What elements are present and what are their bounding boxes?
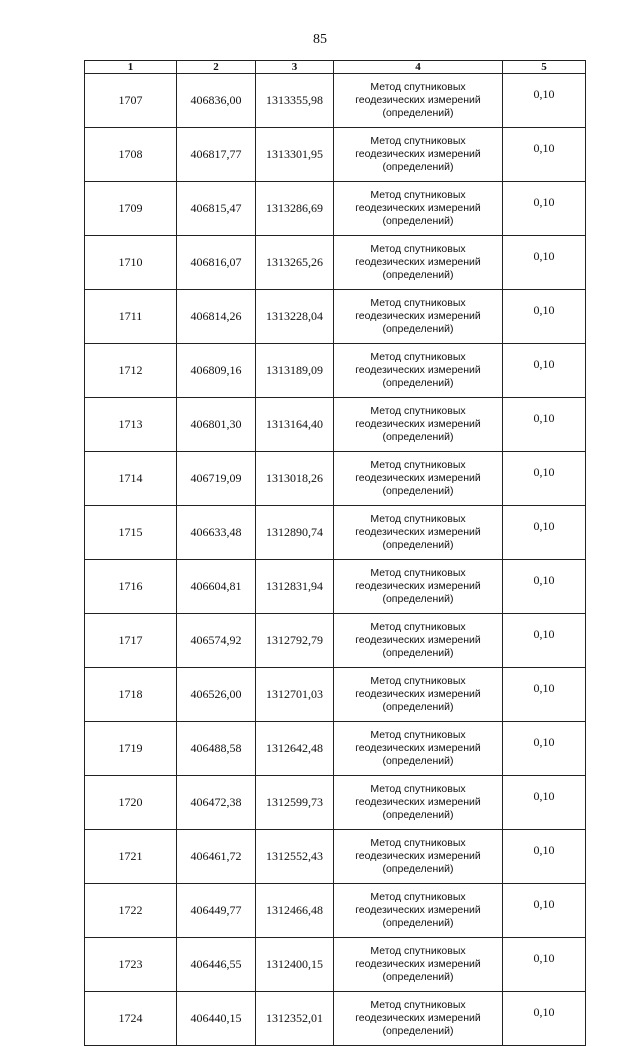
table-row xyxy=(85,668,586,722)
method-line: геодезических измерений xyxy=(355,580,481,592)
table-row xyxy=(85,128,586,182)
page-number: 85 xyxy=(313,32,327,47)
method-cell xyxy=(334,830,503,884)
table-row xyxy=(85,938,586,992)
method-line: геодезических измерений xyxy=(355,310,481,322)
method-line: геодезических измерений xyxy=(355,904,481,916)
method-line: Метод спутниковых xyxy=(370,81,466,93)
table-row xyxy=(85,236,586,290)
x-coordinate-cell: 406814,26 xyxy=(177,290,256,344)
y-coordinate-cell: 1313286,69 xyxy=(256,182,334,236)
table-row xyxy=(85,884,586,938)
x-coordinate-cell: 406472,38 xyxy=(177,776,256,830)
method-line: (определений) xyxy=(382,755,454,767)
y-coordinate-cell: 1312400,15 xyxy=(256,938,334,992)
x-coordinate-cell: 406488,58 xyxy=(177,722,256,776)
point-number-cell: 1720 xyxy=(85,776,177,830)
method-line: (определений) xyxy=(382,647,454,659)
method-line: Метод спутниковых xyxy=(370,999,466,1011)
point-number-cell: 1718 xyxy=(85,668,177,722)
method-line: (определений) xyxy=(382,1025,454,1037)
x-coordinate-cell: 406449,77 xyxy=(177,884,256,938)
table-row xyxy=(85,74,586,128)
method-cell xyxy=(334,128,503,182)
method-line: (определений) xyxy=(382,701,454,713)
accuracy-cell: 0,10 xyxy=(503,776,586,830)
x-coordinate-cell: 406817,77 xyxy=(177,128,256,182)
x-coordinate-cell: 406440,15 xyxy=(177,992,256,1046)
method-line: геодезических измерений xyxy=(355,526,481,538)
method-line: геодезических измерений xyxy=(355,688,481,700)
accuracy-cell: 0,10 xyxy=(503,344,586,398)
table-row xyxy=(85,452,586,506)
method-line: геодезических измерений xyxy=(355,148,481,160)
accuracy-cell: 0,10 xyxy=(503,236,586,290)
table-row xyxy=(85,776,586,830)
y-coordinate-cell: 1313301,95 xyxy=(256,128,334,182)
method-line: Метод спутниковых xyxy=(370,405,466,417)
point-number-cell: 1713 xyxy=(85,398,177,452)
x-coordinate-cell: 406461,72 xyxy=(177,830,256,884)
method-line: Метод спутниковых xyxy=(370,459,466,471)
accuracy-cell: 0,10 xyxy=(503,722,586,776)
accuracy-cell: 0,10 xyxy=(503,452,586,506)
method-line: геодезических измерений xyxy=(355,634,481,646)
method-cell xyxy=(334,722,503,776)
y-coordinate-cell: 1313164,40 xyxy=(256,398,334,452)
method-line: (определений) xyxy=(382,809,454,821)
accuracy-cell: 0,10 xyxy=(503,992,586,1046)
method-line: геодезических измерений xyxy=(355,742,481,754)
method-line: Метод спутниковых xyxy=(370,837,466,849)
y-coordinate-cell: 1313189,09 xyxy=(256,344,334,398)
accuracy-cell: 0,10 xyxy=(503,290,586,344)
method-line: Метод спутниковых xyxy=(370,729,466,741)
accuracy-cell: 0,10 xyxy=(503,398,586,452)
y-coordinate-cell: 1312466,48 xyxy=(256,884,334,938)
method-cell xyxy=(334,506,503,560)
table-body xyxy=(85,74,586,1046)
table-row xyxy=(85,506,586,560)
method-line: (определений) xyxy=(382,539,454,551)
point-number-cell: 1717 xyxy=(85,614,177,668)
accuracy-cell: 0,10 xyxy=(503,128,586,182)
y-coordinate-cell: 1312352,01 xyxy=(256,992,334,1046)
table-row xyxy=(85,722,586,776)
y-coordinate-cell: 1313355,98 xyxy=(256,74,334,128)
method-cell xyxy=(334,992,503,1046)
accuracy-cell: 0,10 xyxy=(503,830,586,884)
point-number-cell: 1724 xyxy=(85,992,177,1046)
method-line: геодезических измерений xyxy=(355,472,481,484)
y-coordinate-cell: 1312552,43 xyxy=(256,830,334,884)
method-cell xyxy=(334,614,503,668)
accuracy-cell: 0,10 xyxy=(503,74,586,128)
table-row xyxy=(85,398,586,452)
method-line: геодезических измерений xyxy=(355,958,481,970)
method-line: геодезических измерений xyxy=(355,94,481,106)
accuracy-cell: 0,10 xyxy=(503,938,586,992)
method-line: геодезических измерений xyxy=(355,796,481,808)
y-coordinate-cell: 1312792,79 xyxy=(256,614,334,668)
point-number-cell: 1719 xyxy=(85,722,177,776)
y-coordinate-cell: 1313265,26 xyxy=(256,236,334,290)
y-coordinate-cell: 1313228,04 xyxy=(256,290,334,344)
x-coordinate-cell: 406526,00 xyxy=(177,668,256,722)
method-line: геодезических измерений xyxy=(355,364,481,376)
method-line: Метод спутниковых xyxy=(370,675,466,687)
table-row xyxy=(85,560,586,614)
x-coordinate-cell: 406836,00 xyxy=(177,74,256,128)
header-cell: 5 xyxy=(503,61,586,74)
method-cell xyxy=(334,344,503,398)
method-line: (определений) xyxy=(382,971,454,983)
point-number-cell: 1722 xyxy=(85,884,177,938)
method-line: (определений) xyxy=(382,431,454,443)
method-cell xyxy=(334,398,503,452)
method-line: Метод спутниковых xyxy=(370,945,466,957)
method-line: Метод спутниковых xyxy=(370,351,466,363)
table-row xyxy=(85,290,586,344)
y-coordinate-cell: 1312599,73 xyxy=(256,776,334,830)
method-cell xyxy=(334,668,503,722)
point-number-cell: 1709 xyxy=(85,182,177,236)
accuracy-cell: 0,10 xyxy=(503,884,586,938)
method-line: Метод спутниковых xyxy=(370,513,466,525)
method-line: геодезических измерений xyxy=(355,418,481,430)
method-line: (определений) xyxy=(382,215,454,227)
method-line: (определений) xyxy=(382,323,454,335)
method-line: (определений) xyxy=(382,161,454,173)
table-row xyxy=(85,614,586,668)
method-line: (определений) xyxy=(382,485,454,497)
point-number-cell: 1714 xyxy=(85,452,177,506)
point-number-cell: 1715 xyxy=(85,506,177,560)
accuracy-cell: 0,10 xyxy=(503,506,586,560)
method-line: Метод спутниковых xyxy=(370,783,466,795)
method-cell xyxy=(334,290,503,344)
header-cell: 2 xyxy=(177,61,256,74)
accuracy-cell: 0,10 xyxy=(503,668,586,722)
y-coordinate-cell: 1312890,74 xyxy=(256,506,334,560)
method-line: геодезических измерений xyxy=(355,850,481,862)
method-line: геодезических измерений xyxy=(355,256,481,268)
method-cell xyxy=(334,884,503,938)
method-cell xyxy=(334,776,503,830)
method-line: (определений) xyxy=(382,863,454,875)
method-cell xyxy=(334,74,503,128)
x-coordinate-cell: 406719,09 xyxy=(177,452,256,506)
header-cell: 3 xyxy=(256,61,334,74)
y-coordinate-cell: 1312701,03 xyxy=(256,668,334,722)
method-line: геодезических измерений xyxy=(355,202,481,214)
method-cell xyxy=(334,938,503,992)
method-line: (определений) xyxy=(382,593,454,605)
x-coordinate-cell: 406604,81 xyxy=(177,560,256,614)
method-line: Метод спутниковых xyxy=(370,135,466,147)
table-header-row xyxy=(85,61,586,74)
x-coordinate-cell: 406815,47 xyxy=(177,182,256,236)
y-coordinate-cell: 1313018,26 xyxy=(256,452,334,506)
header-cell: 1 xyxy=(85,61,177,74)
accuracy-cell: 0,10 xyxy=(503,614,586,668)
x-coordinate-cell: 406633,48 xyxy=(177,506,256,560)
point-number-cell: 1707 xyxy=(85,74,177,128)
y-coordinate-cell: 1312831,94 xyxy=(256,560,334,614)
coordinates-table xyxy=(84,60,586,1046)
y-coordinate-cell: 1312642,48 xyxy=(256,722,334,776)
method-line: Метод спутниковых xyxy=(370,297,466,309)
method-line: Метод спутниковых xyxy=(370,189,466,201)
point-number-cell: 1711 xyxy=(85,290,177,344)
x-coordinate-cell: 406816,07 xyxy=(177,236,256,290)
method-line: (определений) xyxy=(382,107,454,119)
table-row xyxy=(85,830,586,884)
method-cell xyxy=(334,560,503,614)
header-cell: 4 xyxy=(334,61,503,74)
point-number-cell: 1716 xyxy=(85,560,177,614)
point-number-cell: 1721 xyxy=(85,830,177,884)
x-coordinate-cell: 406446,55 xyxy=(177,938,256,992)
table-row xyxy=(85,344,586,398)
accuracy-cell: 0,10 xyxy=(503,560,586,614)
method-line: (определений) xyxy=(382,269,454,281)
method-line: Метод спутниковых xyxy=(370,243,466,255)
table-row xyxy=(85,182,586,236)
point-number-cell: 1710 xyxy=(85,236,177,290)
method-line: (определений) xyxy=(382,377,454,389)
method-line: Метод спутниковых xyxy=(370,621,466,633)
method-cell xyxy=(334,452,503,506)
point-number-cell: 1723 xyxy=(85,938,177,992)
method-line: (определений) xyxy=(382,917,454,929)
method-line: Метод спутниковых xyxy=(370,567,466,579)
method-cell xyxy=(334,236,503,290)
table-row xyxy=(85,992,586,1046)
accuracy-cell: 0,10 xyxy=(503,182,586,236)
method-line: Метод спутниковых xyxy=(370,891,466,903)
method-line: геодезических измерений xyxy=(355,1012,481,1024)
x-coordinate-cell: 406574,92 xyxy=(177,614,256,668)
method-cell xyxy=(334,182,503,236)
point-number-cell: 1708 xyxy=(85,128,177,182)
point-number-cell: 1712 xyxy=(85,344,177,398)
x-coordinate-cell: 406801,30 xyxy=(177,398,256,452)
x-coordinate-cell: 406809,16 xyxy=(177,344,256,398)
